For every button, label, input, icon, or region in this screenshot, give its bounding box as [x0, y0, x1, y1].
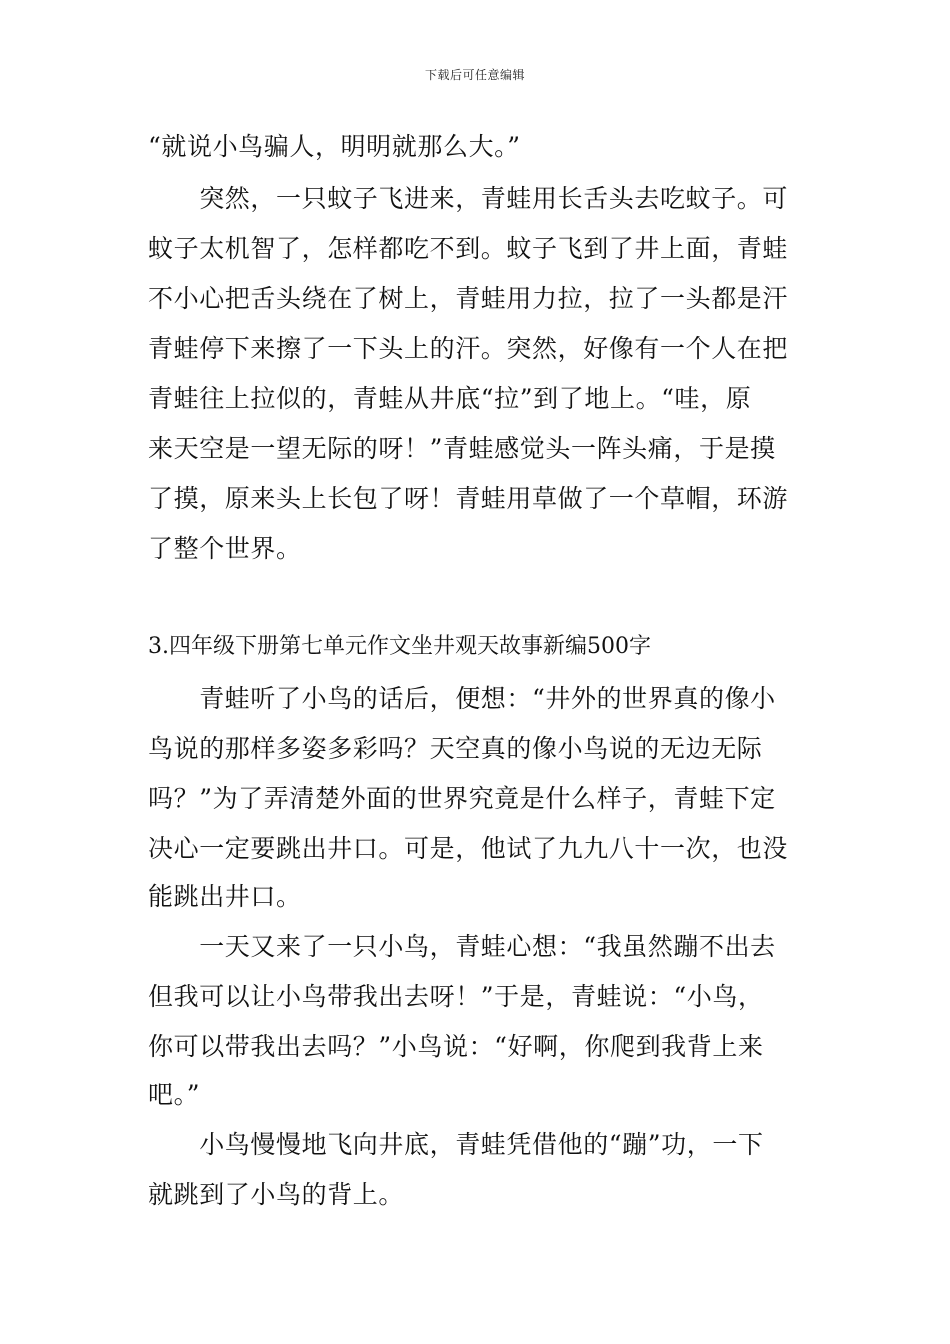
- section-line: 决心一定要跳出井口。可是，他试了九九八十一次，也没: [148, 834, 789, 863]
- body-line: 蚊子太机智了，怎样都吃不到。蚊子飞到了井上面，青蛙: [148, 234, 789, 263]
- body-line: 了整个世界。: [148, 534, 302, 563]
- section-line: 吧。”: [148, 1080, 201, 1109]
- body-line: “就说小鸟骗人，明明就那么大。”: [148, 132, 521, 161]
- body-line: 青蛙往上拉似的，青蛙从井底“拉”到了地上。“哇，原: [148, 384, 752, 413]
- section-line: 但我可以让小鸟带我出去呀！”于是，青蛙说：“小鸟，: [148, 982, 764, 1011]
- body-line: 青蛙停下来擦了一下头上的汗。突然，好像有一个人在把: [148, 334, 789, 363]
- section-line: 能跳出井口。: [148, 882, 302, 911]
- section-line: 就跳到了小鸟的背上。: [148, 1180, 405, 1209]
- section-title: 3.四年级下册第七单元作文坐井观天故事新编500字: [148, 634, 651, 659]
- section-line: 一天又来了一只小鸟，青蛙心想：“我虽然蹦不出去: [148, 932, 776, 961]
- page-header: 下载后可任意编辑: [424, 68, 525, 82]
- section-line: 鸟说的那样多姿多彩吗？天空真的像小鸟说的无边无际: [148, 734, 763, 763]
- body-line: 不小心把舌头绕在了树上，青蛙用力拉，拉了一头都是汗: [148, 284, 789, 313]
- section-line: 小鸟慢慢地飞向井底，青蛙凭借他的“蹦”功，一下: [148, 1130, 764, 1159]
- body-line: 突然，一只蚊子飞进来，青蛙用长舌头去吃蚊子。可: [148, 184, 789, 213]
- body-line: 来天空是一望无际的呀！”青蛙感觉头一阵头痛，于是摸: [148, 434, 776, 463]
- body-line: 了摸，原来头上长包了呀！青蛙用草做了一个草帽，环游: [148, 484, 789, 513]
- section-line: 吗？”为了弄清楚外面的世界究竟是什么样子，青蛙下定: [148, 784, 776, 813]
- section-line: 你可以带我出去吗？”小鸟说：“好啊，你爬到我背上来: [148, 1032, 764, 1061]
- section-line: 青蛙听了小鸟的话后，便想：“井外的世界真的像小: [148, 684, 776, 713]
